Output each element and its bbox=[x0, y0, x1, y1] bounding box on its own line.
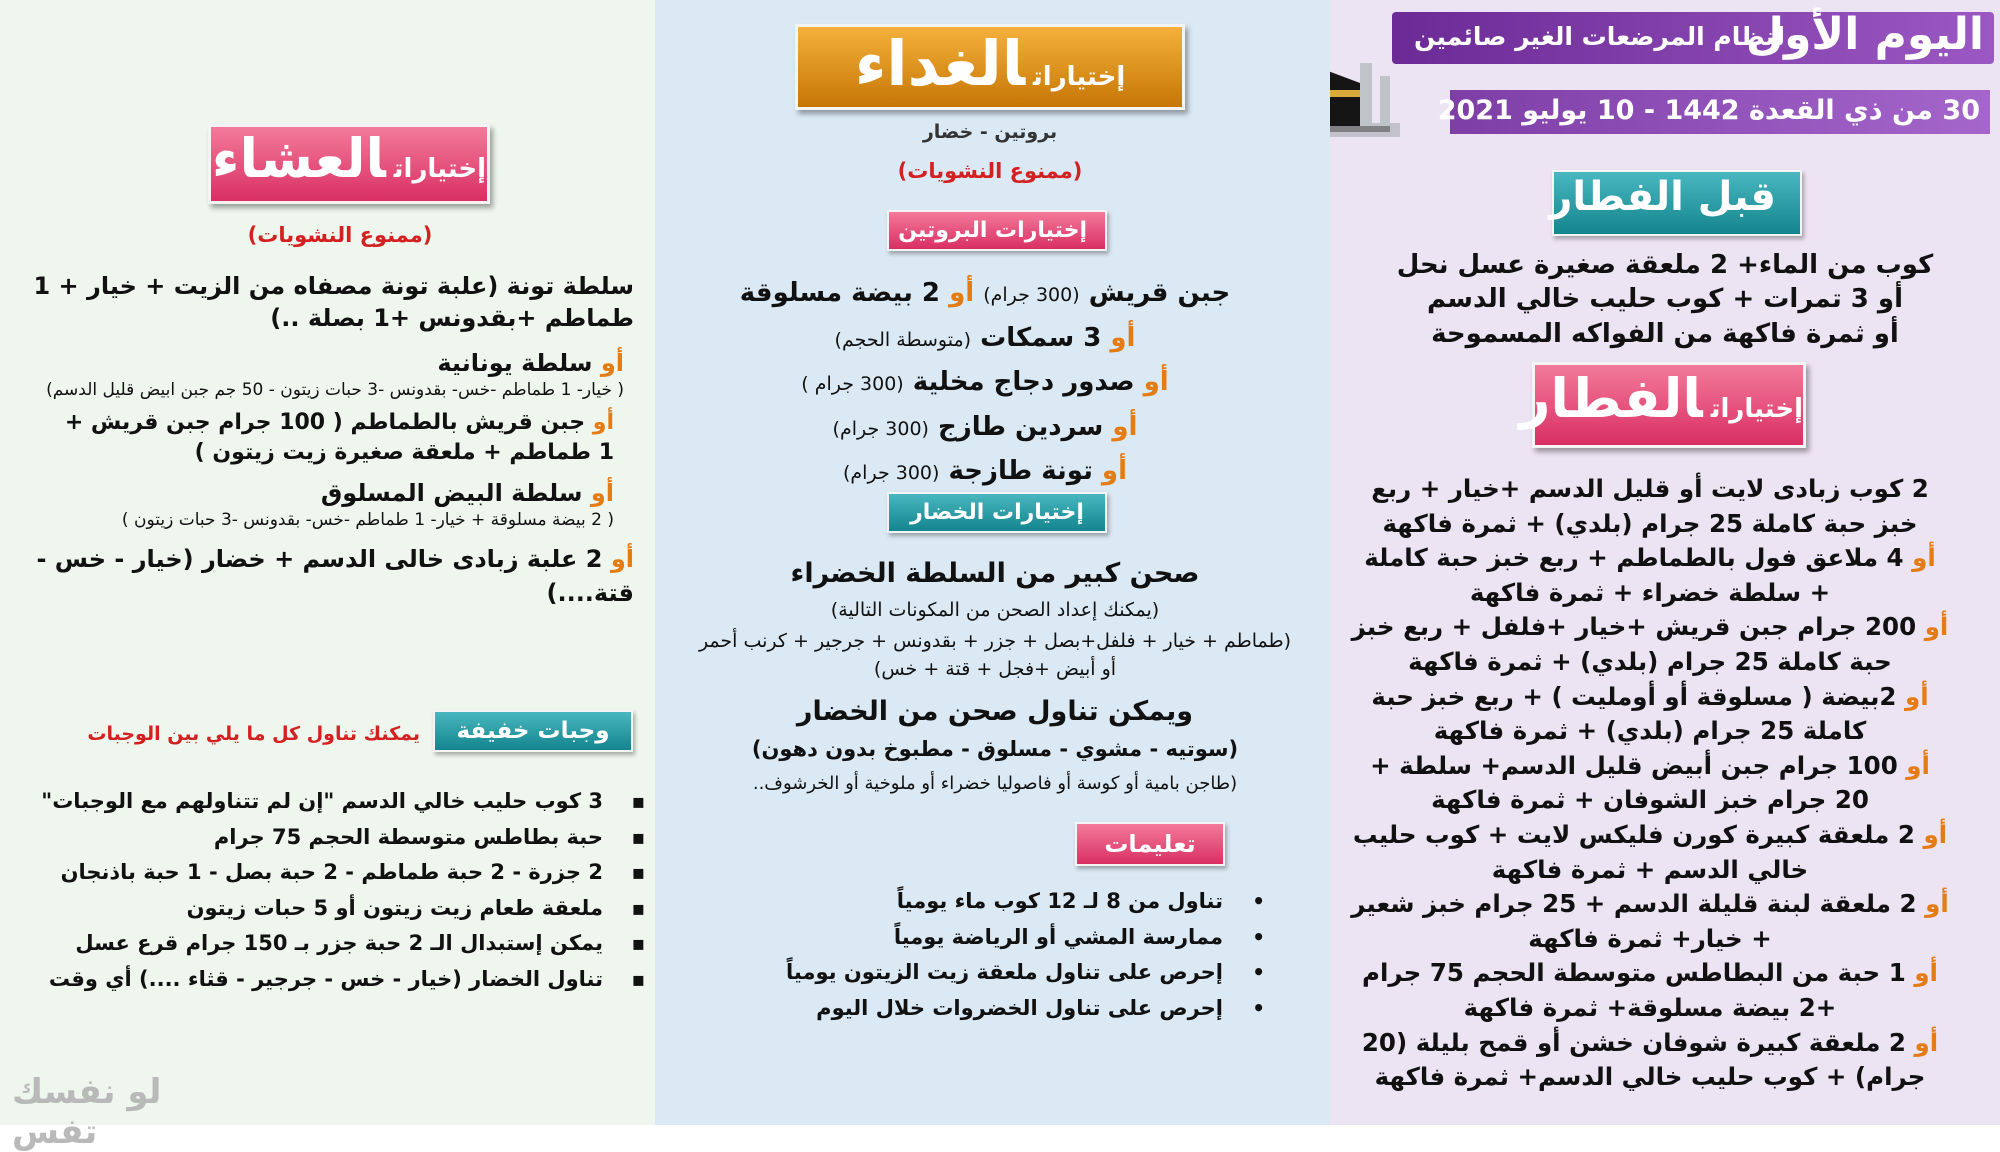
snacks-note: يمكنك تناول كل ما يلي بين الوجبات bbox=[87, 723, 420, 745]
instructions-list bbox=[745, 884, 1265, 1026]
protein-list bbox=[695, 272, 1275, 495]
breakfast-option: أو 100 جرام جبن أبيض قليل الدسم+ سلطة + 20 جرام خبز الشوفان + ثمرة فاكهة bbox=[1370, 750, 1930, 815]
veg-label: إختيارات الخضار bbox=[887, 492, 1107, 533]
salad-title: صحن كبير من السلطة الخضراء bbox=[790, 558, 1200, 589]
protein-option: أو 3 سمكات (متوسطة الحجم) bbox=[834, 322, 1136, 353]
salad-note: (يمكنك إعداد الصحن من المكونات التالية) bbox=[830, 599, 1160, 621]
lunch-subtitle: بروتين - خضار bbox=[922, 121, 1058, 143]
lunch-banner-small: إختيارات bbox=[1033, 62, 1126, 92]
dinner-option: أو 2 علبة زبادى خالى الدسم + خضار (خيار - خس - قتة....) bbox=[36, 545, 634, 607]
snack-item: ▪ يمكن إستبدال الـ 2 حبة جزر بـ 150 جرام قرع عسل bbox=[75, 931, 645, 955]
left-column bbox=[0, 0, 655, 1152]
instruction-item: • ممارسة المشي أو الرياضة يومياً bbox=[893, 924, 1265, 949]
title-rest: لنظام المرضعات الغير صائمين bbox=[1414, 22, 1786, 51]
breakfast-option: أو 1 حبة من البطاطس متوسطة الحجم 75 جرام +2 بيضة مسلوقة+ ثمرة فاكهة bbox=[1362, 958, 1938, 1022]
title-big: اليوم الأول bbox=[1745, 9, 1984, 60]
breakfast-option: أو 2 ملعقة كبيرة شوفان خشن أو قمح بليلة (20 جرام) + كوب حليب خالي الدسم+ ثمرة فاكهة bbox=[1361, 1027, 1939, 1092]
dinner-no-carbs: (ممنوع النشويات) bbox=[247, 223, 433, 247]
instruction-item: • إحرص على تناول ملعقة زيت الزيتون يومياً bbox=[786, 960, 1265, 984]
right-column bbox=[1330, 0, 2000, 1125]
middle-column bbox=[655, 0, 1330, 1125]
snack-item: ▪ تناول الخضار (خيار - خس - جرجير - قثاء ....) أي وقت bbox=[48, 966, 645, 991]
protein-option: أو سردين طازج (300 جرام) bbox=[832, 411, 1138, 442]
breakfast-banner-big: الفطار bbox=[1519, 367, 1703, 430]
breakfast-option: أو 2 ملعقة كبيرة كورن فليكس لايت + كوب حليب خالي الدسم + ثمرة فاكهة bbox=[1352, 819, 1948, 884]
before-breakfast-lines bbox=[1350, 248, 1980, 351]
dinner-banner-small: إختيارات bbox=[393, 154, 487, 184]
breakfast-option: أو 4 ملاعق فول بالطماطم + ربع خبز حبة كاملة + سلطة خضراء + ثمرة فاكهة bbox=[1364, 543, 1936, 607]
salad-items: (طماطم + خيار + فلفل+بصل + جزر + بقدونس + جرجير + كرنب أحمر أو أبيض +فجل + قتة + خس) bbox=[698, 630, 1292, 680]
before-breakfast-line-1: كوب من الماء+ 2 ملعقة صغيرة عسل نحل bbox=[1396, 250, 1934, 280]
dinner-option: سلطة تونة (علبة تونة مصفاه من الزيت + خيار + 1 طماطم +بقدونس +1 بصلة ..) bbox=[33, 272, 634, 332]
date-text: 30 من ذي القعدة 1442 - 10 يوليو 2021 bbox=[1437, 95, 1980, 126]
breakfast-option: أو 2 ملعقة لبنة قليلة الدسم + 25 جرام خبز شعير + خيار+ ثمرة فاكهة bbox=[1351, 889, 1949, 953]
before-breakfast-line-3: أو ثمرة فاكهة من الفواكه المسموحة bbox=[1431, 318, 1899, 349]
breakfast-option: أو 2بيضة ( مسلوقة أو أومليت ) + ربع خبز حبة كاملة 25 جرام (بلدي) + ثمرة فاكهة bbox=[1371, 681, 1929, 746]
breakfast-banner bbox=[1519, 362, 1806, 448]
protein-option: أو صدور دجاج مخلية (300 جرام ) bbox=[801, 367, 1169, 397]
lunch-no-carbs: (ممنوع النشويات) bbox=[897, 159, 1083, 183]
veg-dish-methods: (سوتيه - مشوي - مسلوق - مطبوخ بدون دهون) bbox=[751, 737, 1239, 761]
dinner-banner-big: العشاء bbox=[211, 127, 386, 190]
instruction-item: • تناول من 8 لـ 12 كوب ماء يومياً bbox=[896, 889, 1265, 913]
lunch-banner bbox=[795, 24, 1185, 110]
dinner-banner bbox=[208, 124, 490, 204]
snack-item: ▪ 3 كوب حليب خالي الدسم "إن لم تتناولهم مع الوجبات" bbox=[41, 789, 645, 813]
breakfast-option: 2 كوب زبادى لايت أو قليل الدسم +خيار + ربع خبز حبة كاملة 25 جرام (بلدي) + ثمرة فاكهة bbox=[1371, 474, 1929, 538]
dinner-option: أو سلطة يونانية ( خيار- 1 طماطم -خس- بقدونس -3 حبات زيتون - 50 جم جبن ابيض قليل الدسم) bbox=[46, 349, 624, 400]
brand-logo: لو نفسك تفس bbox=[12, 1072, 162, 1152]
snack-item: ▪ ملعقة طعام زيت زيتون أو 5 حبات زيتون bbox=[186, 895, 645, 920]
breakfast-options bbox=[1350, 472, 1950, 1095]
title-banner bbox=[1392, 9, 1994, 64]
protein-label: إختيارات البروتين bbox=[887, 210, 1107, 251]
protein-option: أو تونة طازجة (300 جرام) bbox=[843, 456, 1127, 486]
before-breakfast-line-2: أو 3 تمرات + كوب حليب خالي الدسم bbox=[1427, 284, 1903, 315]
instruction-item: • إحرص على تناول الخضروات خلال اليوم bbox=[816, 995, 1265, 1020]
veg-dish-title: ويمكن تناول صحن من الخضار bbox=[796, 696, 1194, 727]
snack-item: ▪ 2 جزرة - 2 حبة طماطم - 2 حبة بصل - 1 حبة باذنجان bbox=[60, 860, 645, 884]
lunch-banner-big: الغداء bbox=[854, 27, 1026, 100]
before-breakfast-label: قبل الفطار bbox=[1552, 170, 1802, 236]
protein-option: جبن قريش (300 جرام) أو 2 بيضة مسلوقة bbox=[739, 278, 1231, 308]
breakfast-banner-small: إختيارات bbox=[1710, 394, 1803, 424]
snack-item: ▪ حبة بطاطس متوسطة الحجم 75 جرام bbox=[213, 824, 645, 849]
snacks-label: وجبات خفيفة bbox=[433, 710, 633, 752]
dinner-option: أو جبن قريش بالطماطم ( 100 جرام جبن قريش + 1 طماطم + ملعقة صغيرة زيت زيتون ) bbox=[64, 410, 614, 465]
snacks-list bbox=[25, 784, 645, 997]
instructions-label: تعليمات bbox=[1075, 822, 1225, 866]
dinner-options bbox=[14, 270, 644, 610]
dinner-option: أو سلطة البيض المسلوق ( 2 بيضة مسلوقة + خيار- 1 طماطم -خس- بقدونس -3 حبات زيتون ) bbox=[121, 479, 614, 530]
date-bar bbox=[1437, 90, 1990, 134]
veg-dish-types: (طاجن بامية أو كوسة أو فاصوليا خضراء أو ملوخية أو الخرشوف.. bbox=[752, 773, 1238, 794]
breakfast-option: أو 200 جرام جبن قريش +خيار +فلفل + ربع خبز حبة كاملة 25 جرام (بلدي) + ثمرة فاكهة bbox=[1351, 612, 1949, 676]
